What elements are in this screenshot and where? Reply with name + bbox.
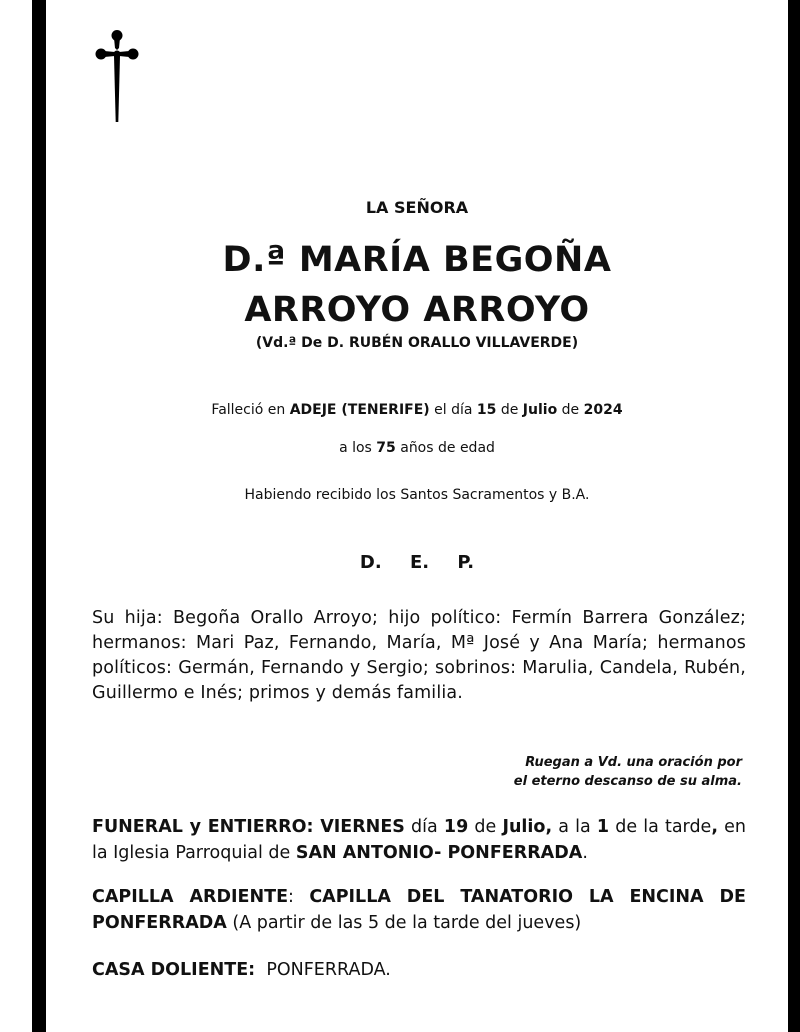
family-paragraph: Su hija: Begoña Orallo Arroyo; hijo político: Fermín Barrera González; hermanos: Mari Paz, Fernando, María, Mª José y Ana María; hermanos políticos: Germán, Fernando y Sergio; sobrinos: Marulia, Candela, Rubén, Guillermo e Inés; primos y demás familia. [92, 608, 746, 703]
rip-abbreviation: D. E. P. [359, 552, 475, 573]
cross-icon [95, 30, 139, 124]
chapel-paragraph: CAPILLA ARDIENTE: CAPILLA DEL TANATORIO LA ENCINA DE PONFERRADA (A partir de las 5 de la tarde del jueves) [92, 887, 746, 933]
death-details: Falleció en ADEJE (TENERIFE) el día 15 de Julio de 2024 [211, 402, 623, 418]
deceased-name-line2: ARROYO ARROYO [244, 290, 590, 330]
funeral-paragraph: FUNERAL y ENTIERRO: VIERNES día 19 de Julio, a la 1 de la tarde, en la Iglesia Parroquial de SAN ANTONIO- PONFERRADA. [92, 817, 746, 863]
intro-heading: LA SEÑORA [365, 198, 469, 217]
deceased-name-line1: D.ª MARÍA BEGOÑA [222, 240, 612, 280]
prayer-request: Ruegan a Vd. una oración por el eterno descanso de su alma. [513, 755, 742, 789]
right-border-bar [788, 0, 800, 1032]
left-border-bar [32, 0, 46, 1032]
house-paragraph: CASA DOLIENTE: PONFERRADA. [92, 960, 391, 980]
age-line: a los 75 años de edad [339, 440, 495, 456]
widow-of: (Vd.ª De D. RUBÉN ORALLO VILLAVERDE) [255, 335, 579, 351]
sacraments-line: Habiendo recibido los Santos Sacramentos y B.A. [244, 487, 590, 503]
